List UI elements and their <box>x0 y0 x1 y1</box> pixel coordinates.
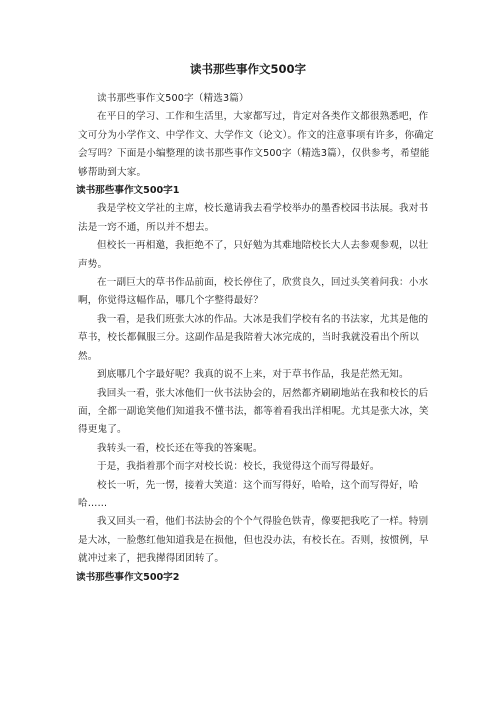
section-1-paragraph: 但校长一再相邀，我拒绝不了，只好勉为其难地陪校长大人去参观参观，以壮声势。 <box>78 240 429 270</box>
section-1-paragraph: 在一副巨大的草书作品前面，校长停住了，欣赏良久，回过头笑着问我：小水啊，你觉得这幅作品，哪几个字整得最好？ <box>78 277 429 307</box>
section-1-paragraph: 我又回头一看，他们书法协会的个个气得脸色铁青，像要把我吃了一样。特别是大冰，一脸憋红他知道我是在损他，但也没办法，有校长在。否则，按惯例，早就冲过来了，把我撵得团团转了。 <box>78 516 429 565</box>
section-1-paragraph: 我一看，是我们班张大冰的作品。大冰是我们学校有名的书法家，尤其是他的草书，校长都佩服三分。这副作品是我陪着大冰完成的，当时我就没看出个所以然。 <box>78 313 429 362</box>
section-1-paragraph: 到底哪几个字最好呢？我真的说不上来，对于草书作品，我是茫然无知。 <box>97 369 409 381</box>
section-2-heading: 读书那些事作文500字2 <box>76 571 180 583</box>
intro-subtitle: 读书那些事作文500字（精选3篇） <box>97 93 249 104</box>
section-1-paragraph: 校长一听，先一愣，接着大笑道：这个而写得好，哈哈，这个而写得好，哈哈…… <box>78 479 419 509</box>
section-1-heading: 读书那些事作文500字1 <box>76 185 180 197</box>
section-1-paragraph: 我回头一看，张大冰他们一伙书法协会的，居然都齐刷刷地站在我和校长的后面，全都一副诡笑他们知道我不懂书法，都等着看我出洋相呢。尤其是张大冰，笑得更鬼了。 <box>78 387 429 436</box>
section-1-paragraph: 于是，我指着那个而字对校长说：校长，我觉得这个而写得最好。 <box>97 461 380 473</box>
intro-paragraph: 在平日的学习、工作和生活里，大家都写过，肯定对各类作文都很熟悉吧，作文可分为小学作文、中学作文、大学作文（论文）。作文的注意事项有许多，你确定会写吗？下面是小编整理的读书那些事作文500字（精选3篇），仅供参考，希望能够帮助到大家。 <box>78 111 434 178</box>
section-1-paragraph: 我是学校文学社的主席，校长邀请我去看学校举办的墨香校园书法展。我对书法是一窍不通，所以并不想去。 <box>78 203 429 233</box>
section-1-paragraph: 我转头一看，校长还在等我的答案呢。 <box>97 442 263 454</box>
document-title: 读书那些事作文500字 <box>189 62 306 76</box>
